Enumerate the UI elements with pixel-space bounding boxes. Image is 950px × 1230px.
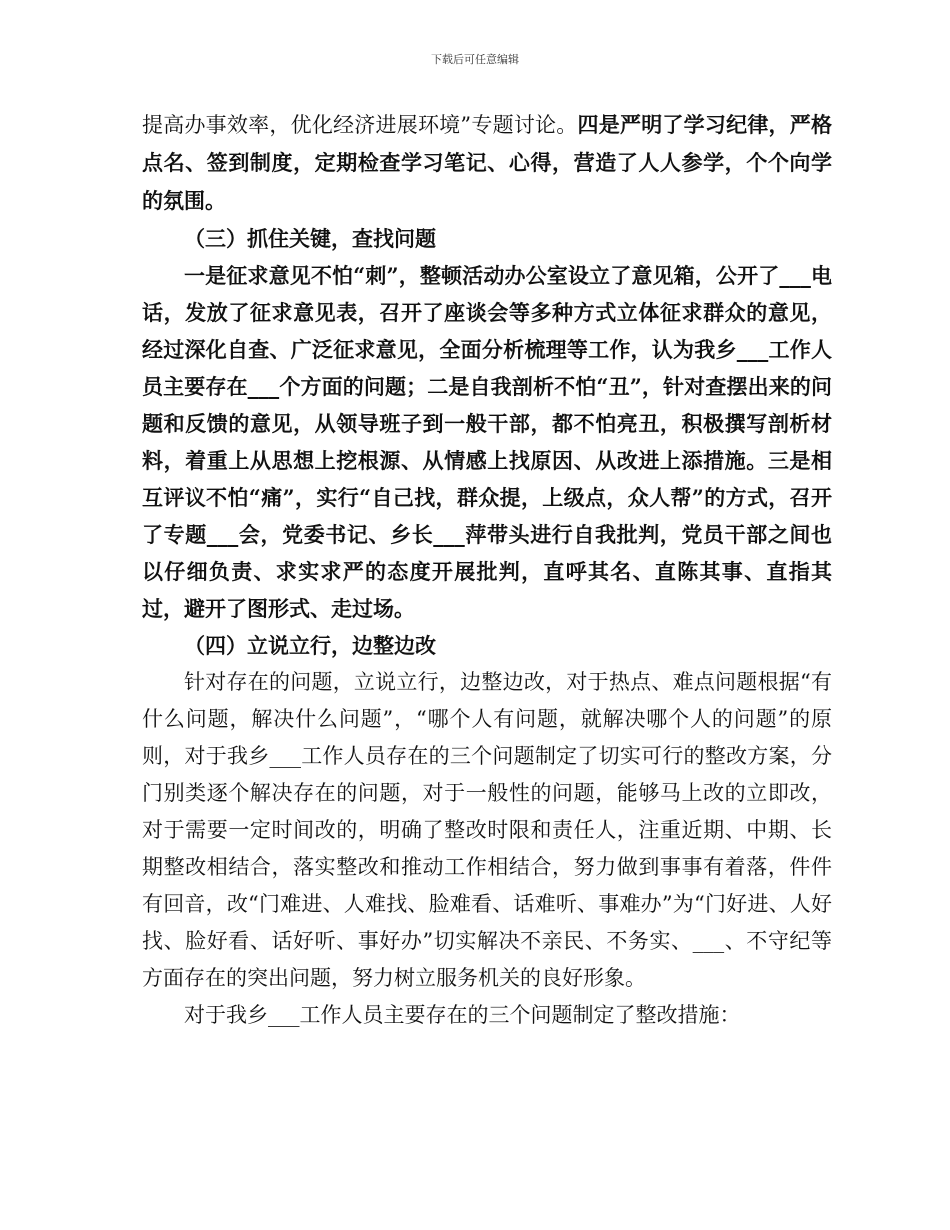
paragraph-1	[142, 106, 832, 220]
paragraph-3: 针对存在的问题，立说立行，边整边改，对于热点、难点问题根据“有什么问题，解决什么问题”，“哪个人有问题，就解决哪个人的问题”的原则，对于我乡___工作人员存在的三个问题制定了切实可行的整改方案，分门别类逐个解决存在的问题，对于一般性的问题，能够马上改的立即改，对于需要一定时间改的，明确了整改时限和责任人，注重近期、中期、长期整改相结合，落实整改和推动工作相结合，努力做到事事有着落，件件有回音，改“门难进、人难找、脸难看、话难听、事难办”为“门好进、人好找、脸好看、话好听、事好办”切实解决不亲民、不务实、___、不守纪等方面存在的突出问题，努力树立服务机关的良好形象。	[142, 670, 832, 990]
document-body	[142, 106, 832, 1034]
paragraph-4: 对于我乡___工作人员主要存在的三个问题制定了整改措施：	[184, 1003, 741, 1027]
page-header: 下载后可任意编辑	[431, 53, 519, 66]
section-heading-4: （四）立说立行，边整边改	[184, 633, 436, 658]
paragraph-2: 一是征求意见不怕“刺”，整顿活动办公室设立了意见箱，公开了___电话，发放了征求意见表，召开了座谈会等多种方式立体征求群众的意见，经过深化自查、广泛征求意见，全面分析梳理等工作，认为我乡___工作人员主要存在___个方面的问题；二是自我剖析不怕“丑”，针对查摆出来的问题和反馈的意见，从领导班子到一般干部，都不怕亮丑，积极撰写剖析材料，着重上从思想上挖根源、从情感上找原因、从改进上添措施。三是相互评议不怕“痛”，实行“自己找，群众提，上级点，众人帮”的方式，召开了专题___会，党委书记、乡长___萍带头进行自我批判，党员干部之间也以仔细负责、求实求严的态度开展批判，直呼其名、直陈其事、直指其过，避开了图形式、走过场。	[142, 263, 832, 621]
paragraph-1-text: 提高办事效率，优化经济进展环境”专题讨论。	[142, 113, 578, 137]
section-heading-3: （三）抓住关键，查找问题	[184, 226, 436, 251]
paragraph-1-bold-text: 四是严明了学习纪律，严格点名、签到制度，定期检查学习笔记、心得，营造了人人参学，个个向学的氛围。	[142, 112, 833, 213]
